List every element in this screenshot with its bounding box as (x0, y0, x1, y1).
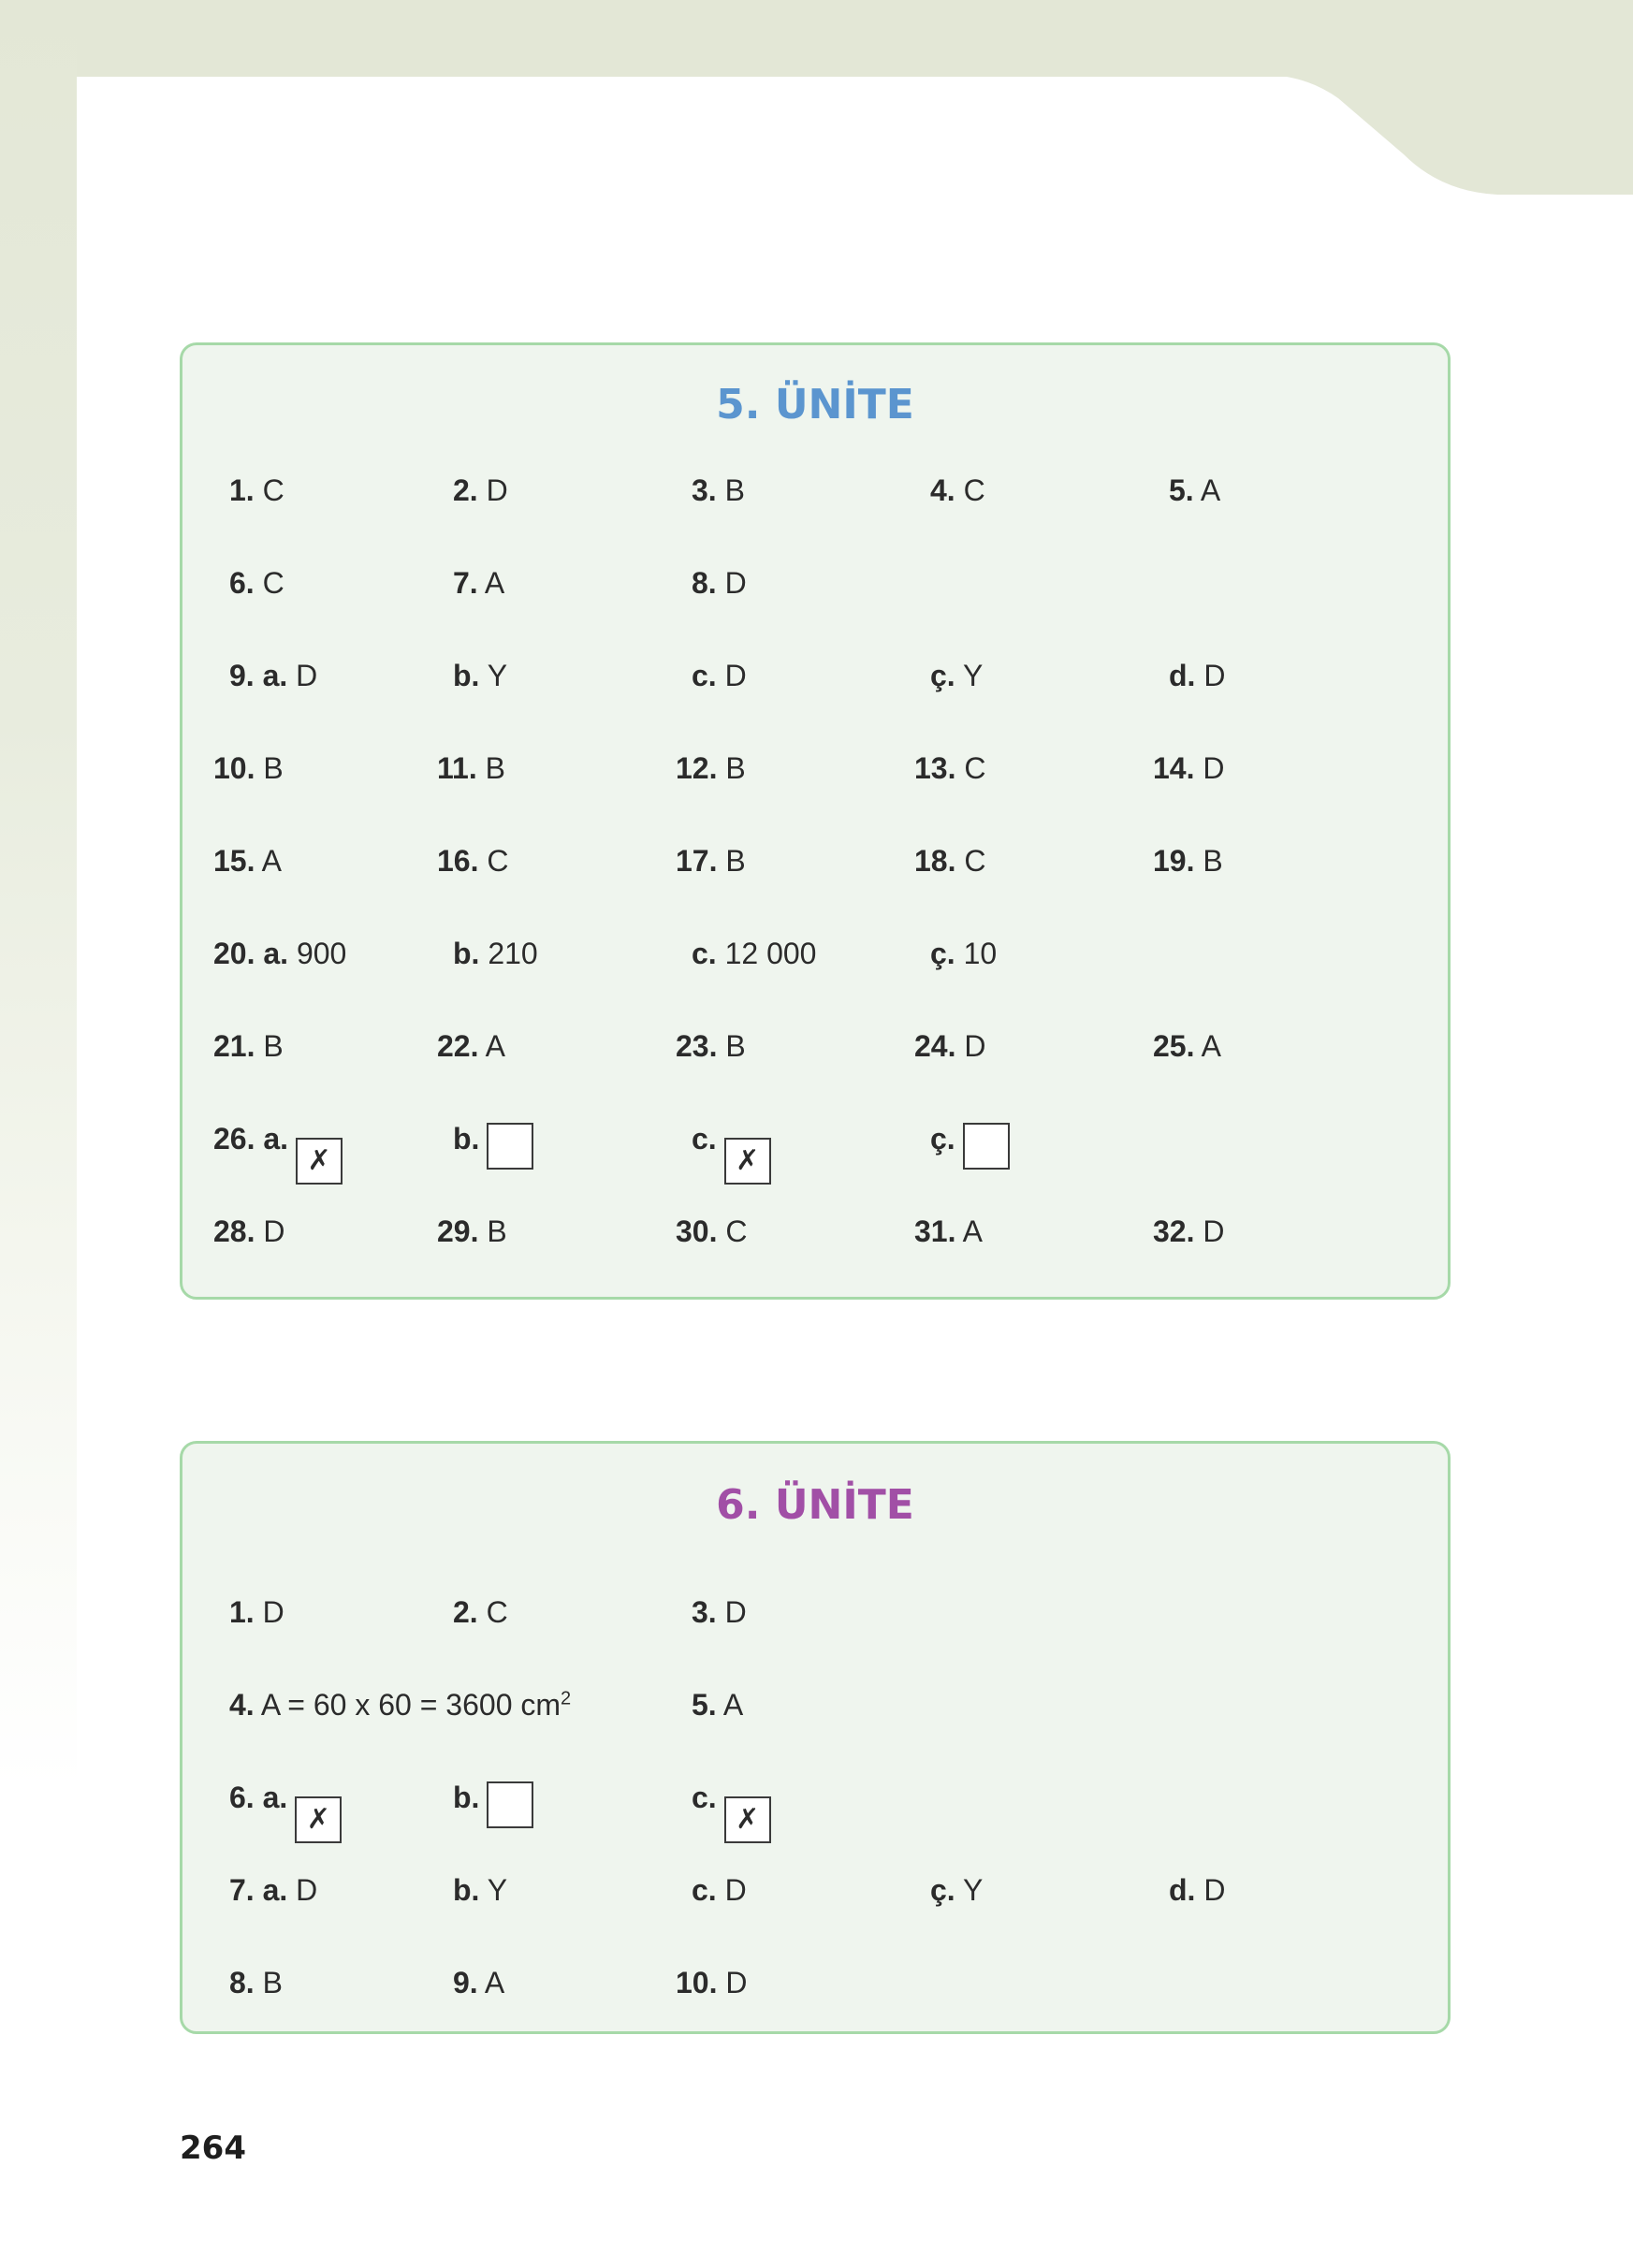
answer-value: D (717, 1966, 748, 1999)
question-number: ç. (930, 1873, 955, 1907)
unit-5-answer (930, 1120, 1010, 1170)
unit-5-answer (692, 935, 816, 972)
answer-value: B (478, 1214, 507, 1248)
answer-value: A (1193, 473, 1221, 507)
answer-value: D (1194, 751, 1225, 785)
unit-5-answer (453, 564, 504, 602)
answer-value: C (955, 473, 985, 507)
question-number: 24. (914, 1029, 956, 1063)
question-number: 2. (453, 1595, 478, 1629)
question-number: 8. (692, 566, 717, 600)
question-number: 3. (692, 473, 717, 507)
question-number: 14. (1153, 751, 1195, 785)
answer-value: B (717, 751, 746, 785)
unit-6-answer (229, 1779, 342, 1843)
unit-5-answer (229, 657, 317, 694)
question-number: 18. (914, 844, 956, 878)
unit-6-answer (229, 1593, 284, 1631)
unit-5-answer (213, 1213, 284, 1250)
answer-value: C (254, 473, 284, 507)
answer-value: C (254, 566, 284, 600)
unit-5-answer (453, 472, 508, 509)
unit-6-answer (676, 1964, 747, 2001)
unit-5-answer (437, 749, 505, 787)
answer-value: B (255, 751, 284, 785)
question-number: 30. (676, 1214, 718, 1248)
answer-value: C (955, 844, 986, 878)
answer-value: D (477, 473, 508, 507)
answer-value: D (1195, 1873, 1226, 1907)
unit-6-answer (692, 1779, 771, 1843)
answer-value: 10 (955, 937, 998, 970)
answer-value: A (1194, 1029, 1221, 1063)
answer-value: D (716, 1595, 747, 1629)
question-number: 16. (437, 844, 479, 878)
unit-5-answer (692, 472, 745, 509)
page-corner-tab (0, 0, 1633, 206)
question-number: 1. (229, 473, 255, 507)
unit-5-answer (1169, 657, 1225, 694)
question-number: b. (453, 1122, 480, 1156)
answer-value: A (478, 1029, 505, 1063)
answer-value: B (717, 1029, 746, 1063)
unit-5-answer (676, 1027, 746, 1065)
checked-box: ✗ (724, 1138, 771, 1185)
question-number: b. (453, 659, 480, 692)
unit-6-answer (692, 1871, 747, 1909)
answer-value: A (477, 1966, 505, 1999)
question-number: 31. (914, 1214, 956, 1248)
unit-5-answer (1153, 749, 1224, 787)
unit-5-answer (437, 1027, 505, 1065)
question-number: b. (453, 1781, 480, 1814)
answer-value: Y (479, 659, 508, 692)
unit-5-answer (914, 749, 985, 787)
question-number: c. (692, 1122, 717, 1156)
question-number: 13. (914, 751, 956, 785)
empty-box (487, 1781, 533, 1828)
checked-box: ✗ (296, 1138, 343, 1185)
page-number: 264 (180, 2130, 246, 2167)
question-number: ç. (930, 1122, 955, 1156)
question-number: ç. (930, 659, 955, 692)
unit-5-answer (914, 842, 985, 880)
question-number: d. (1169, 1873, 1196, 1907)
unit-5-answer (692, 564, 747, 602)
unit-5-answer (930, 657, 983, 694)
unit-6-answer-panel (180, 1441, 1451, 2034)
question-number: 10. (213, 751, 255, 785)
unit-6-answer (229, 1964, 283, 2001)
answer-value: B (1194, 844, 1223, 878)
question-number: b. (453, 937, 480, 970)
unit-6-answer (453, 1871, 507, 1909)
question-number: 6. a. (229, 1781, 288, 1814)
unit-5-answer (1153, 1027, 1221, 1065)
answer-value: A (716, 1688, 744, 1722)
checked-box: ✗ (724, 1796, 771, 1843)
answer-value: 210 (479, 937, 538, 970)
question-number: 5. (1169, 473, 1194, 507)
answer-value: D (716, 566, 747, 600)
question-number: 26. a. (213, 1122, 289, 1156)
answer-value: Y (479, 1873, 508, 1907)
answer-value: A = 60 x 60 = 3600 cm (254, 1688, 561, 1722)
answer-value: C (717, 1214, 748, 1248)
question-number: 9. a. (229, 659, 288, 692)
answer-value: B (716, 473, 745, 507)
unit-6-answer (453, 1779, 533, 1828)
answer-value: D (716, 1873, 747, 1907)
unit-5-answer (437, 842, 508, 880)
question-number: 21. (213, 1029, 255, 1063)
question-number: c. (692, 937, 717, 970)
unit-5-answer-panel (180, 342, 1451, 1300)
superscript: 2 (561, 1688, 572, 1709)
question-number: 7. a. (229, 1873, 288, 1907)
unit-5-answer (213, 1027, 284, 1065)
empty-box (487, 1123, 533, 1170)
question-number: c. (692, 1781, 717, 1814)
question-number: 25. (1153, 1029, 1195, 1063)
unit-5-answer (213, 842, 282, 880)
answer-value: C (477, 1595, 508, 1629)
answer-value: B (255, 1029, 284, 1063)
unit-5-answer (453, 935, 538, 972)
question-number: 4. (229, 1688, 255, 1722)
answer-value: D (255, 1214, 285, 1248)
unit-5-answer (1153, 1213, 1224, 1250)
unit-5-answer (453, 1120, 533, 1170)
answer-value: A (955, 1214, 983, 1248)
question-number: ç. (930, 937, 955, 970)
unit-6-answer (453, 1964, 504, 2001)
unit-6-answer (930, 1871, 983, 1909)
question-number: 11. (437, 751, 477, 785)
checked-box: ✗ (295, 1796, 342, 1843)
answer-value: D (1194, 1214, 1225, 1248)
unit-5-answer (930, 935, 997, 972)
answer-value: B (476, 751, 505, 785)
answer-value: A (255, 844, 282, 878)
unit-5-answer (914, 1027, 985, 1065)
unit-5-answer (676, 749, 746, 787)
answer-value: B (254, 1966, 283, 1999)
page-left-band (0, 0, 77, 1787)
question-number: 22. (437, 1029, 479, 1063)
question-number: c. (692, 1873, 717, 1907)
unit-5-answer (914, 1213, 983, 1250)
question-number: 10. (676, 1966, 718, 1999)
question-number: 6. (229, 566, 255, 600)
question-number: 5. (692, 1688, 717, 1722)
question-number: c. (692, 659, 717, 692)
question-number: d. (1169, 659, 1196, 692)
unit-6-answer (229, 1871, 317, 1909)
unit-5-answer (1153, 842, 1223, 880)
question-number: 9. (453, 1966, 478, 1999)
unit-5-answer (676, 842, 746, 880)
answer-value: 900 (288, 937, 347, 970)
answer-value: C (478, 844, 509, 878)
question-number: 28. (213, 1214, 255, 1248)
answer-value: Y (955, 659, 984, 692)
unit-5-title: 5. ÜNİTE (716, 381, 914, 429)
unit-5-answer (213, 935, 346, 972)
question-number: 17. (676, 844, 718, 878)
unit-5-answer (692, 657, 747, 694)
answer-value: D (254, 1595, 284, 1629)
question-number: 4. (930, 473, 955, 507)
unit-5-answer (229, 472, 284, 509)
unit-5-answer (213, 749, 284, 787)
answer-value: 12 000 (716, 937, 817, 970)
question-number: 20. a. (213, 937, 289, 970)
answer-value: D (955, 1029, 986, 1063)
question-number: 29. (437, 1214, 479, 1248)
answer-value: A (477, 566, 505, 600)
unit-5-answer (229, 564, 284, 602)
question-number: 3. (692, 1595, 717, 1629)
question-number: 32. (1153, 1214, 1195, 1248)
unit-5-answer (1169, 472, 1220, 509)
question-number: 15. (213, 844, 255, 878)
answer-value: B (717, 844, 746, 878)
unit-6-answer (692, 1593, 747, 1631)
question-number: 8. (229, 1966, 255, 1999)
unit-6-title: 6. ÜNİTE (716, 1481, 914, 1529)
unit-6-answer (453, 1593, 508, 1631)
unit-5-answer (213, 1120, 343, 1185)
empty-box (963, 1123, 1010, 1170)
answer-value: C (955, 751, 986, 785)
unit-6-answer (229, 1686, 571, 1723)
question-number: 19. (1153, 844, 1195, 878)
unit-5-answer (930, 472, 985, 509)
question-number: 12. (676, 751, 718, 785)
question-number: b. (453, 1873, 480, 1907)
question-number: 23. (676, 1029, 718, 1063)
question-number: 1. (229, 1595, 255, 1629)
answer-value: Y (955, 1873, 984, 1907)
answer-value: D (716, 659, 747, 692)
unit-5-answer (692, 1120, 771, 1185)
unit-6-answer (1169, 1871, 1225, 1909)
unit-5-answer (676, 1213, 747, 1250)
unit-5-answer (453, 657, 507, 694)
answer-value: D (287, 1873, 318, 1907)
answer-value: D (287, 659, 318, 692)
unit-6-answer (692, 1686, 743, 1723)
question-number: 2. (453, 473, 478, 507)
question-number: 7. (453, 566, 478, 600)
answer-value: D (1195, 659, 1226, 692)
unit-5-answer (437, 1213, 507, 1250)
